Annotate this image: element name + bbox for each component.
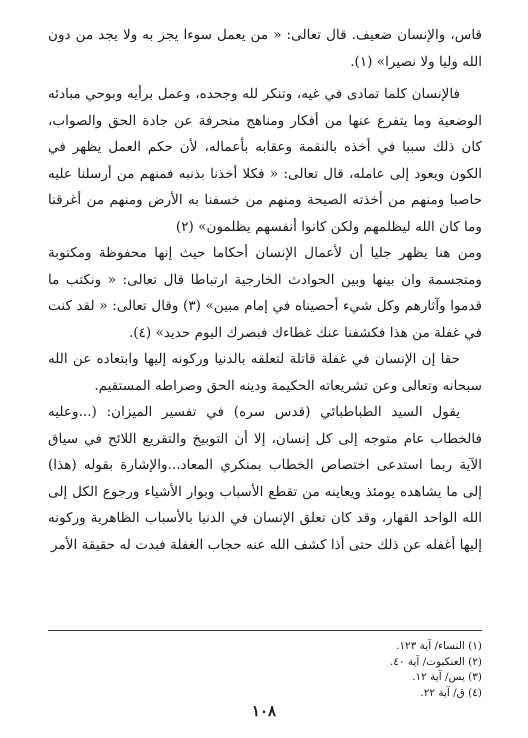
paragraph-5: يقول السيد الطباطبائي (قدس سره) في تفسير الميزان: (...وعليه فالخطاب عام متوجه إلى كل إنسان، إلا أن التوبيخ والتقريع اللائح في سياق الآية ربما استدعى اختصاص الخطاب بمنكري المعاد...والإشارة بقوله (هذا) إلى ما يشاهده يومئذ ويعاينه من تقطع الأسباب وبوار الأشياء ورجوع الكل إلى الله الواحد القهار، وقد كان تعلق الإنسان في الدنيا بالأسباب الظاهرية وركونه إليها أغفله عن ذلك حتى أذا كشف الله عنه حجاب الغفلة فبدت له حقيقة الأمر xyxy=(48,404,482,553)
paragraph-2: فالإنسان كلما تمادى في غيه، وتنكر لله وجحده، وعمل برأيه وبوحي مبادئه الوضعية وما يتفرع عنها من أفكار ومناهج منحرفة عن جادة الحق والصواب، كان ذلك سببا في أخذه بالنقمة وعقابه بأعماله، لأن حكم العمل يظهر في الكون ويعود إلى عامله، قال تعالى: « فكلا أخذنا بذنبه فمنهم من أرسلنا عليه حاصبا ومنهم من أخذته الصيحة ومنهم من خسفنا به الأرض ومنهم من أغرقنا وما كان الله ليظلمهم ولكن كانوا أنفسهم يظلمون» (٢) xyxy=(48,86,482,235)
footnotes xyxy=(48,630,482,701)
footnote-2: (٢) العنكبوت/ آية ٤٠. xyxy=(389,655,482,668)
paragraph-4: حقا إن الإنسان في غفلة قاتلة لتعلقه بالدنيا وركونه إليها وابتعاده عن الله سبحانه وتعالى وعن تشريعاته الحكيمة ودينه الحق وصراطه المستقيم. xyxy=(48,351,482,394)
footnote-4: (٤) ق/ آية ٢٢. xyxy=(420,686,482,699)
page-body xyxy=(48,22,482,558)
paragraph-3: ومن هنا يظهر جليا أن لأعمال الإنسان أحكاما حيث إنها محفوظة ومكتوبة ومتجسمة وان بينها وبين الحوادث الخارجية ارتباطا قال تعالى: « ونكتب ما قدموا وآثارهم وكل شيء أحصيناه في إمام مبين» (٣) وقال تعالى: « لقد كنت في غفلة من هذا فكشفنا عنك غطاءك فبصرك اليوم حديد» (٤). xyxy=(48,245,482,341)
footnote-1: (١) النساء/ آية ١٢٣. xyxy=(396,640,482,652)
paragraph-1: قاس، والإنسان ضعيف. قال تعالى: « من يعمل سوءا يجز به ولا يجد من دون الله وليا ولا نصيرا» (١). xyxy=(48,27,482,70)
footnote-3: (٣) يس/ آية ١٢. xyxy=(412,671,482,683)
page-number: ١٠٨ xyxy=(251,702,277,720)
